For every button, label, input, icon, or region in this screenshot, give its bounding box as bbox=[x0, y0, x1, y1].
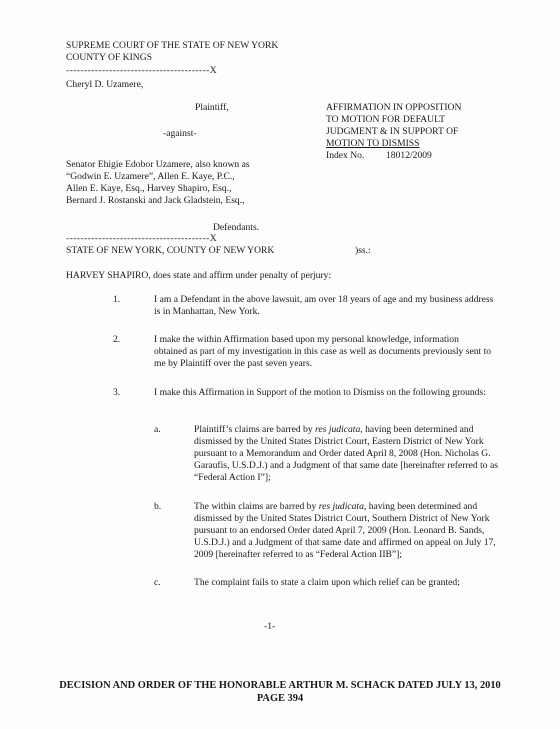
subparagraph-text-italic: res judicata bbox=[315, 424, 361, 435]
footer-page: PAGE 394 bbox=[256, 693, 304, 704]
subparagraph-letter: b. bbox=[154, 501, 162, 512]
paragraph-number: 1. bbox=[113, 294, 121, 305]
subparagraph-text: The complaint fails to state a claim upon which relief can be granted; bbox=[194, 577, 460, 588]
subparagraph-text-italic: res judicata bbox=[318, 501, 364, 512]
paragraph-text: I make the within Affirmation based upon my personal knowledge, information obtained as part of my investigation in this case as well as documents previously sent to me by Plaintiff over the past seven years. bbox=[154, 334, 492, 369]
intro-statement: HARVEY SHAPIRO, does state and affirm under penalty of perjury: bbox=[66, 270, 332, 281]
subparagraph-text bbox=[194, 424, 500, 484]
subparagraph-text-lead: The within claims are barred by bbox=[194, 501, 319, 512]
defendant-line-3: Allen E. Kaye, Esq., Harvey Shapiro, Esq., bbox=[66, 183, 232, 194]
subparagraph-text bbox=[194, 501, 500, 561]
court-name: SUPREME COURT OF THE STATE OF NEW YORK bbox=[66, 40, 279, 51]
paragraph-number: 3. bbox=[113, 387, 121, 398]
footer-caption: DECISION AND ORDER OF THE HONORABLE ARTHUR M. SCHACK DATED JULY 13, 2010 bbox=[59, 680, 501, 691]
subparagraph-text-rest: , having been determined and dismissed by the United States District Court, Eastern District of New York pursuant to a Memorandum and Order dated April 8, 2008 (Hon. Nicholas G. Garaufis, U.S.D.J.) and a Judgment of that same date [hereinafter referred to as “Federal Action I”]; bbox=[194, 424, 498, 483]
defendants-role: Defendants. bbox=[213, 222, 260, 233]
caption-title-line-2: TO MOTION FOR DEFAULT bbox=[326, 114, 445, 125]
defendant-line-2: “Godwin E. Uzamere”, Allen E. Kaye, P.C., bbox=[66, 171, 235, 182]
court-county: COUNTY OF KINGS bbox=[66, 52, 152, 63]
caption-title-line-1: AFFIRMATION IN OPPOSITION bbox=[326, 102, 462, 113]
defendant-line-4: Bernard J. Rostanski and Jack Gladstein, Esq., bbox=[66, 195, 245, 206]
paragraph-text: I am a Defendant in the above lawsuit, am over 18 years of age and my business address is in Manhattan, New York. bbox=[154, 294, 494, 317]
caption-title-line-4: MOTION TO DISMISS bbox=[326, 138, 420, 149]
paragraph-text: I make this Affirmation in Support of the motion to Dismiss on the following grounds: bbox=[154, 387, 486, 398]
index-label: Index No. bbox=[326, 150, 365, 161]
plaintiff-name: Cheryl D. Uzamere, bbox=[66, 79, 144, 90]
plaintiff-role: Plaintiff, bbox=[195, 102, 229, 113]
page-number: -1- bbox=[264, 621, 276, 632]
caption-divider-bottom: ----------------------------------------X bbox=[66, 233, 218, 244]
subparagraph-text-lead: Plaintiff’s claims are barred by bbox=[194, 424, 316, 435]
subparagraph-letter: a. bbox=[154, 424, 161, 435]
defendant-line-1: Senator Ehigie Edobor Uzamere, also known as bbox=[66, 159, 250, 170]
against-label: -against- bbox=[163, 128, 197, 139]
paragraph-number: 2. bbox=[113, 334, 121, 345]
venue-line: STATE OF NEW YORK, COUNTY OF NEW YORK bbox=[66, 245, 275, 256]
subparagraph-letter: c. bbox=[154, 577, 161, 588]
index-number: 18012/2009 bbox=[386, 150, 432, 161]
ss-label: )ss.: bbox=[355, 245, 371, 256]
caption-title-line-3: JUDGMENT & IN SUPPORT OF bbox=[326, 126, 459, 137]
subparagraph-text-rest: , having been determined and dismissed by the United States District Court, Southern District of New York pursuant to an endorsed Order dated April 7, 2009 (Hon. Leonard B. Sands, U.S.D.J.) and a Judgment of that same date and affirmed on appeal on July 17, 2009 [hereinafter referred to as “Federal Action IIB”]; bbox=[194, 501, 496, 560]
caption-divider-top: ----------------------------------------X bbox=[66, 65, 218, 76]
